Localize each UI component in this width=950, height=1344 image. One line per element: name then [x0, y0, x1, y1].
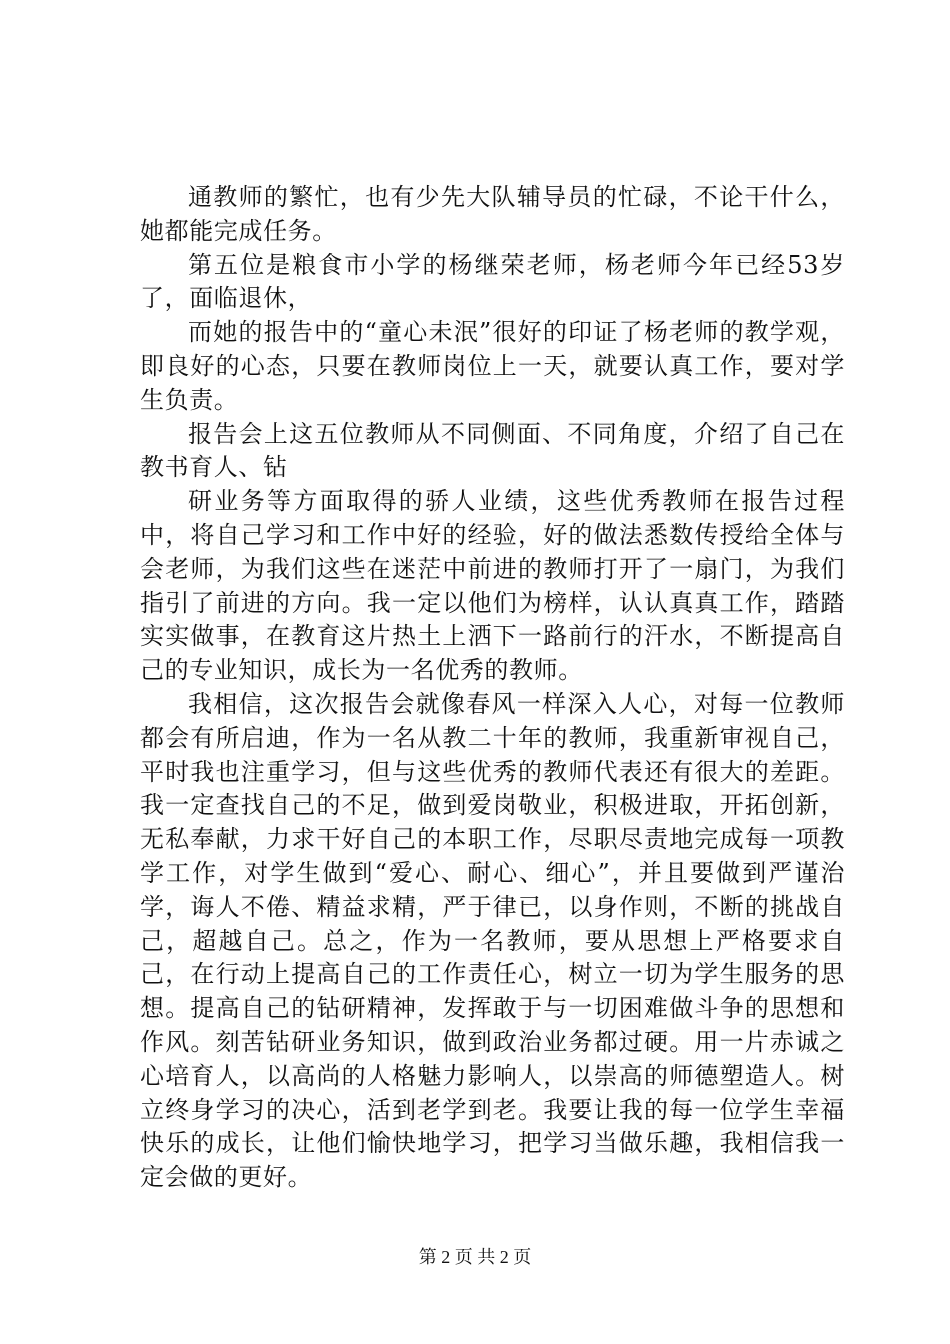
page-footer: 第 2 页 共 2 页: [418, 1247, 532, 1267]
paragraph: 我相信，这次报告会就像春风一样深入人心，对每一位教师都会有所启迪，作为一名从教二十年的教师，我重新审视自己，平时我也注重学习，但与这些优秀的教师代表还有很大的差距。我一定查找自己的不足，做到爱岗敬业，积极进取，开拓创新，无私奉献，力求干好自己的本职工作，尽职尽责地完成每一项教学工作，对学生做到“爱心、耐心、细心”，并且要做到严谨治学，诲人不倦、精益求精，严于律已，以身作则，不断的挑战自己，超越自己。总之，作为一名教师，要从思想上严格要求自己，在行动上提高自己的工作责任心，树立一切为学生服务的思想。提高自己的钻研精神，发挥敢于与一切困难做斗争的思想和作风。刻苦钻研业务知识，做到政治业务都过硬。用一片赤诚之心培育人，以高尚的人格魅力影响人，以崇高的师德塑造人。树立终身学习的决心，活到老学到老。我要让我的每一位学生幸福快乐的成长，让他们愉快地学习，把学习当做乐趣，我相信我一定会做的更好。: [140, 689, 845, 1192]
paragraph: 通教师的繁忙，也有少先大队辅导员的忙碌，不论干什么，她都能完成任务。: [140, 183, 845, 245]
document-body: [140, 181, 845, 1195]
paragraph: 报告会上这五位教师从不同侧面、不同角度，介绍了自己在教书育人、钻: [140, 419, 845, 482]
paragraph: 研业务等方面取得的骄人业绩，这些优秀教师在报告过程中，将自己学习和工作中好的经验，好的做法悉数传授给全体与会老师，为我们这些在迷茫中前进的教师打开了一扇门，为我们指引了前进的方向。我一定以他们为榜样，认认真真工作，踏踏实实做事，在教育这片热土上洒下一路前行的汗水，不断提高自己的专业知识，成长为一名优秀的教师。: [140, 487, 845, 685]
paragraph: 第五位是粮食市小学的杨继荣老师，杨老师今年已经53岁了，面临退休，: [140, 250, 845, 313]
paragraph: 而她的报告中的“童心未泯”很好的印证了杨老师的教学观，即良好的心态，只要在教师岗位上一天，就要认真工作，要对学生负责。: [140, 318, 845, 414]
